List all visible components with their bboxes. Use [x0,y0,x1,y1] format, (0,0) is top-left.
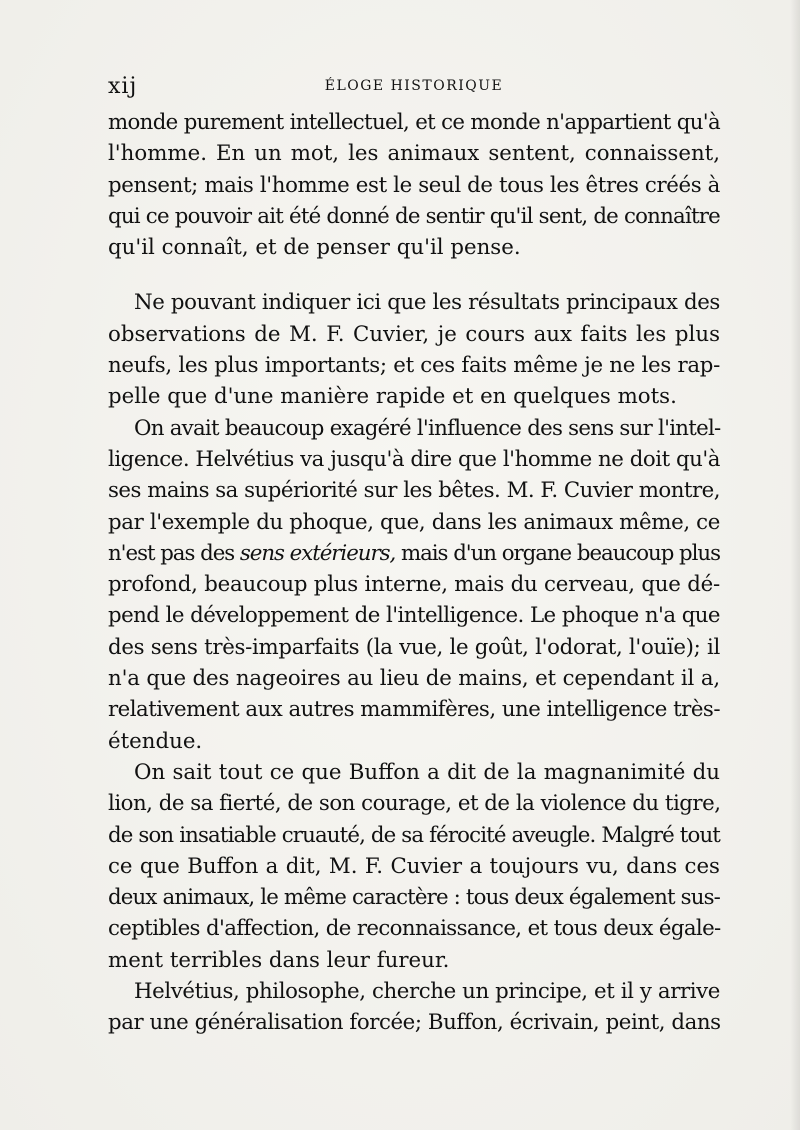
text-line: pelle que d'une manière rapide et en quelques mots. [108,384,677,410]
text-line: pend le développement de l'intelligence. Le phoque n'a que [108,603,720,629]
text-line: n'a que des nageoires au lieu de mains, et cependant il a, [108,666,720,692]
text-line: Ne pouvant indiquer ici que les résultats principaux des [134,290,720,316]
page-edge-shadow [790,0,800,1130]
text-line: pensent; mais l'homme est le seul de tous les êtres créés à [108,172,720,198]
text-line: qu'il connaît, et de penser qu'il pense. [108,235,521,261]
text-line: étendue. [108,728,203,754]
text-segment: mais d'un organe beaucoup plus [395,540,720,566]
running-title: ÉLOGE HISTORIQUE [324,78,504,94]
paragraph-3 [108,413,720,757]
text-line: Helvétius, philosophe, cherche un principe, et il y arrive [134,979,720,1005]
text-line: des sens très-imparfaits (la vue, le goût, l'odorat, l'ouïe); il [108,634,720,660]
text-line: deux animaux, le même caractère : tous deux également sus- [108,885,720,911]
text-line: ligence. Helvétius va jusqu'à dire que l'homme ne doit qu'à [108,446,720,472]
paragraph-2 [108,287,720,412]
paragraph-1 [108,107,720,263]
text-segment: n'est pas des [108,540,240,566]
text-line-with-italic [108,538,720,569]
text-line: ceptibles d'affection, de reconnaissance, et tous deux égale- [108,916,721,942]
text-line: de son insatiable cruauté, de sa férocité aveugle. Malgré tout [108,822,720,848]
italic-phrase: sens extérieurs, [239,540,396,566]
text-line: observations de M. F. Cuvier, je cours aux faits les plus [108,321,720,347]
text-line: l'homme. En un mot, les animaux sentent, connaissent, [108,141,720,167]
page-number: xij [108,74,138,99]
text-line: ses mains sa supériorité sur les bêtes. M. F. Cuvier montre, [108,478,720,504]
text-line: On avait beaucoup exagéré l'influence des sens sur l'intel- [134,415,721,441]
text-line: ment terribles dans leur fureur. [108,947,450,973]
text-line: ce que Buffon a dit, M. F. Cuvier a toujours vu, dans ces [108,853,720,879]
text-line: qui ce pouvoir ait été donné de sentir qu'il sent, de connaître [108,203,720,229]
text-line: par une généralisation forcée; Buffon, écrivain, peint, dans [108,1010,721,1036]
text-line: lion, de sa fierté, de son courage, et de la violence du tigre, [108,791,721,817]
text-line: On sait tout ce que Buffon a dit de la magnanimité du [134,759,720,785]
body-text [108,107,720,1039]
text-line: monde purement intellectuel, et ce monde n'appartient qu'à [108,110,720,135]
paragraph-5 [108,976,720,1039]
paragraph-4 [108,757,720,976]
text-line: relativement aux autres mammifères, une intelligence très- [108,697,720,723]
page-header [108,74,720,104]
text-line: par l'exemple du phoque, que, dans les animaux même, ce [108,509,720,535]
text-line: profond, beaucoup plus interne, mais du cerveau, que dé- [108,572,720,598]
text-line: neufs, les plus importants; et ces faits même je ne les rap- [108,353,720,379]
